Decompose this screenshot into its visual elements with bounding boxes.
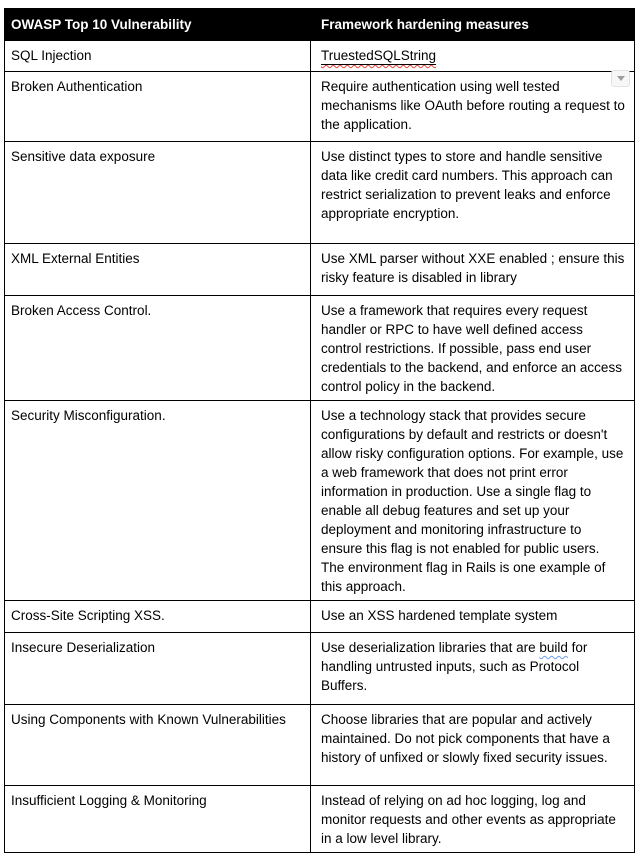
vulnerability-cell[interactable]: Using Components with Known Vulnerabilities [5, 705, 311, 786]
measure-cell[interactable] [311, 41, 635, 72]
table-row-insecure-deserialization [5, 633, 635, 705]
header-vulnerability-column[interactable]: OWASP Top 10 Vulnerability [5, 9, 311, 41]
chevron-down-icon [617, 76, 625, 81]
measure-cell[interactable] [311, 633, 635, 705]
table-row-insufficient-logging [5, 786, 635, 853]
table-row-sensitive-data-exposure [5, 142, 635, 244]
measure-text: Use deserialization libraries that are [321, 640, 540, 655]
measure-cell[interactable]: Choose libraries that are popular and actively maintained. Do not pick components that have a history of unfixed or slowly fixed security issues. [311, 705, 635, 786]
measure-text: for handling untrusted inputs, such as Protocol Buffers. [321, 640, 588, 693]
vulnerability-cell[interactable]: Sensitive data exposure [5, 142, 311, 244]
table-row-security-misconfiguration [5, 401, 635, 601]
measure-cell[interactable]: Use distinct types to store and handle sensitive data like credit card numbers. This approach can restrict serialization to prevent leaks and enforce appropriate encryption. [311, 142, 635, 244]
vulnerability-cell[interactable]: Security Misconfiguration. [5, 401, 311, 601]
vulnerability-cell[interactable]: Broken Authentication [5, 72, 311, 142]
grammar-flagged-word[interactable]: build [539, 640, 568, 655]
table-row-cross-site-scripting [5, 601, 635, 633]
owasp-hardening-table [4, 8, 635, 853]
table-row-sql-injection [5, 41, 635, 72]
vulnerability-cell[interactable]: Insufficient Logging & Monitoring [5, 786, 311, 853]
vulnerability-cell[interactable]: Cross-Site Scripting XSS. [5, 601, 311, 633]
measure-cell[interactable]: Use an XSS hardened template system [311, 601, 635, 633]
table-row-broken-authentication [5, 72, 635, 142]
vulnerability-cell[interactable]: Insecure Deserialization [5, 633, 311, 705]
table-row-known-vulnerable-components [5, 705, 635, 786]
underlined-text: TruestedSQLString [321, 48, 437, 63]
vulnerability-cell[interactable]: XML External Entities [5, 244, 311, 296]
vulnerability-cell[interactable]: SQL Injection [5, 41, 311, 72]
table-row-broken-access-control [5, 296, 635, 401]
measure-cell[interactable]: Use a technology stack that provides secure configurations by default and restricts or doesn't allow risky configuration options. For example, use a web framework that does not print error information in production. Use a single flag to enable all debug features and set up your deployment and monitoring infrastructure to ensure this flag is not enabled for public users. The environment flag in Rails is one example of this approach. [311, 401, 635, 601]
measure-cell[interactable]: Require authentication using well tested mechanisms like OAuth before routing a request to the application. [311, 72, 635, 142]
measure-cell[interactable]: Instead of relying on ad hoc logging, log and monitor requests and other events as appropriate in a low level library. [311, 786, 635, 853]
measure-cell[interactable]: Use XML parser without XXE enabled ; ensure this risky feature is disabled in library [311, 244, 635, 296]
header-measures-column[interactable]: Framework hardening measures [311, 9, 635, 41]
table-row-xml-external-entities [5, 244, 635, 296]
measure-cell[interactable]: Use a framework that requires every request handler or RPC to have well defined access control restrictions. If possible, pass end user credentials to the backend, and enforce an access control policy in the backend. [311, 296, 635, 401]
misspelled-word[interactable] [321, 48, 436, 63]
vulnerability-cell[interactable]: Broken Access Control. [5, 296, 311, 401]
table-dropdown-button[interactable] [611, 70, 630, 87]
table-header-row [5, 9, 635, 41]
